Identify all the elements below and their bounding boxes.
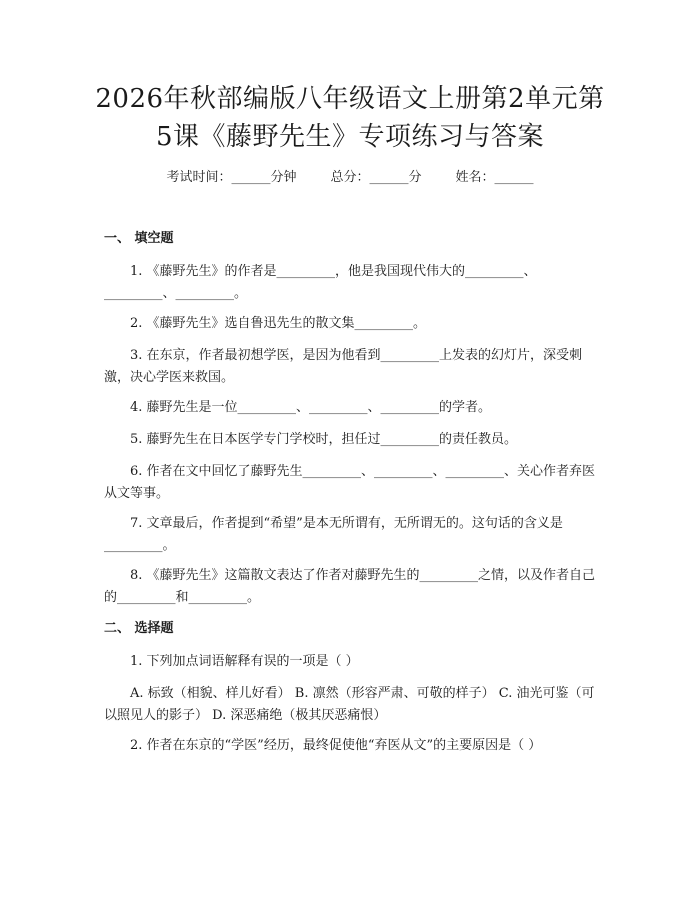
question-fill-7: 7. 文章最后，作者提到“希望”是本无所谓有，无所谓无的。这句话的含义是_________。 xyxy=(104,516,563,553)
question-fill-4: 4. 藤野先生是一位_________、_________、_________的学者。 xyxy=(130,400,492,415)
section-heading-fill-in: 一、 填空题 xyxy=(104,231,174,246)
exam-name-field: 姓名：______ xyxy=(455,170,534,185)
question-choice-1-options: A. 标致（相貌、样儿好看） B. 凛然（形容严肃、可敬的样子） C. 油光可鉴（可以照见人的影子） D. 深恶痛绝（极其厌恶痛恨） xyxy=(104,686,595,723)
document-title-line-2: 5课《藤野先生》专项练习与答案 xyxy=(155,122,545,152)
exam-time-field: 考试时间：______分钟 xyxy=(166,170,297,185)
question-choice-2: 2. 作者在东京的“学医”经历，最终促使他“弃医从文”的主要原因是（ ） xyxy=(130,738,542,753)
question-choice-1: 1. 下列加点词语解释有误的一项是（ ） xyxy=(130,654,359,669)
question-fill-2: 2. 《藤野先生》选自鲁迅先生的散文集_________。 xyxy=(130,316,427,331)
question-fill-5: 5. 藤野先生在日本医学专门学校时，担任过_________的责任教员。 xyxy=(130,432,518,447)
question-fill-6: 6. 作者在文中回忆了藤野先生_________、_________、_________、关心作者弃医从文等事。 xyxy=(104,464,596,501)
document-title-line-1: 2026年秋部编版八年级语文上册第2单元第 xyxy=(95,84,605,114)
question-fill-1: 1. 《藤野先生》的作者是_________，他是我国现代伟大的_________、_________、_________。 xyxy=(104,264,537,301)
section-heading-multiple-choice: 二、 选择题 xyxy=(104,621,174,636)
question-fill-3: 3. 在东京，作者最初想学医，是因为他看到_________上发表的幻灯片，深受刺激，决心学医来救国。 xyxy=(104,348,583,385)
exam-info-bar xyxy=(0,168,700,188)
question-fill-8: 8. 《藤野先生》这篇散文表达了作者对藤野先生的_________之情，以及作者自己的_________和_________。 xyxy=(104,568,596,605)
exam-score-field: 总分：______分 xyxy=(330,170,422,185)
